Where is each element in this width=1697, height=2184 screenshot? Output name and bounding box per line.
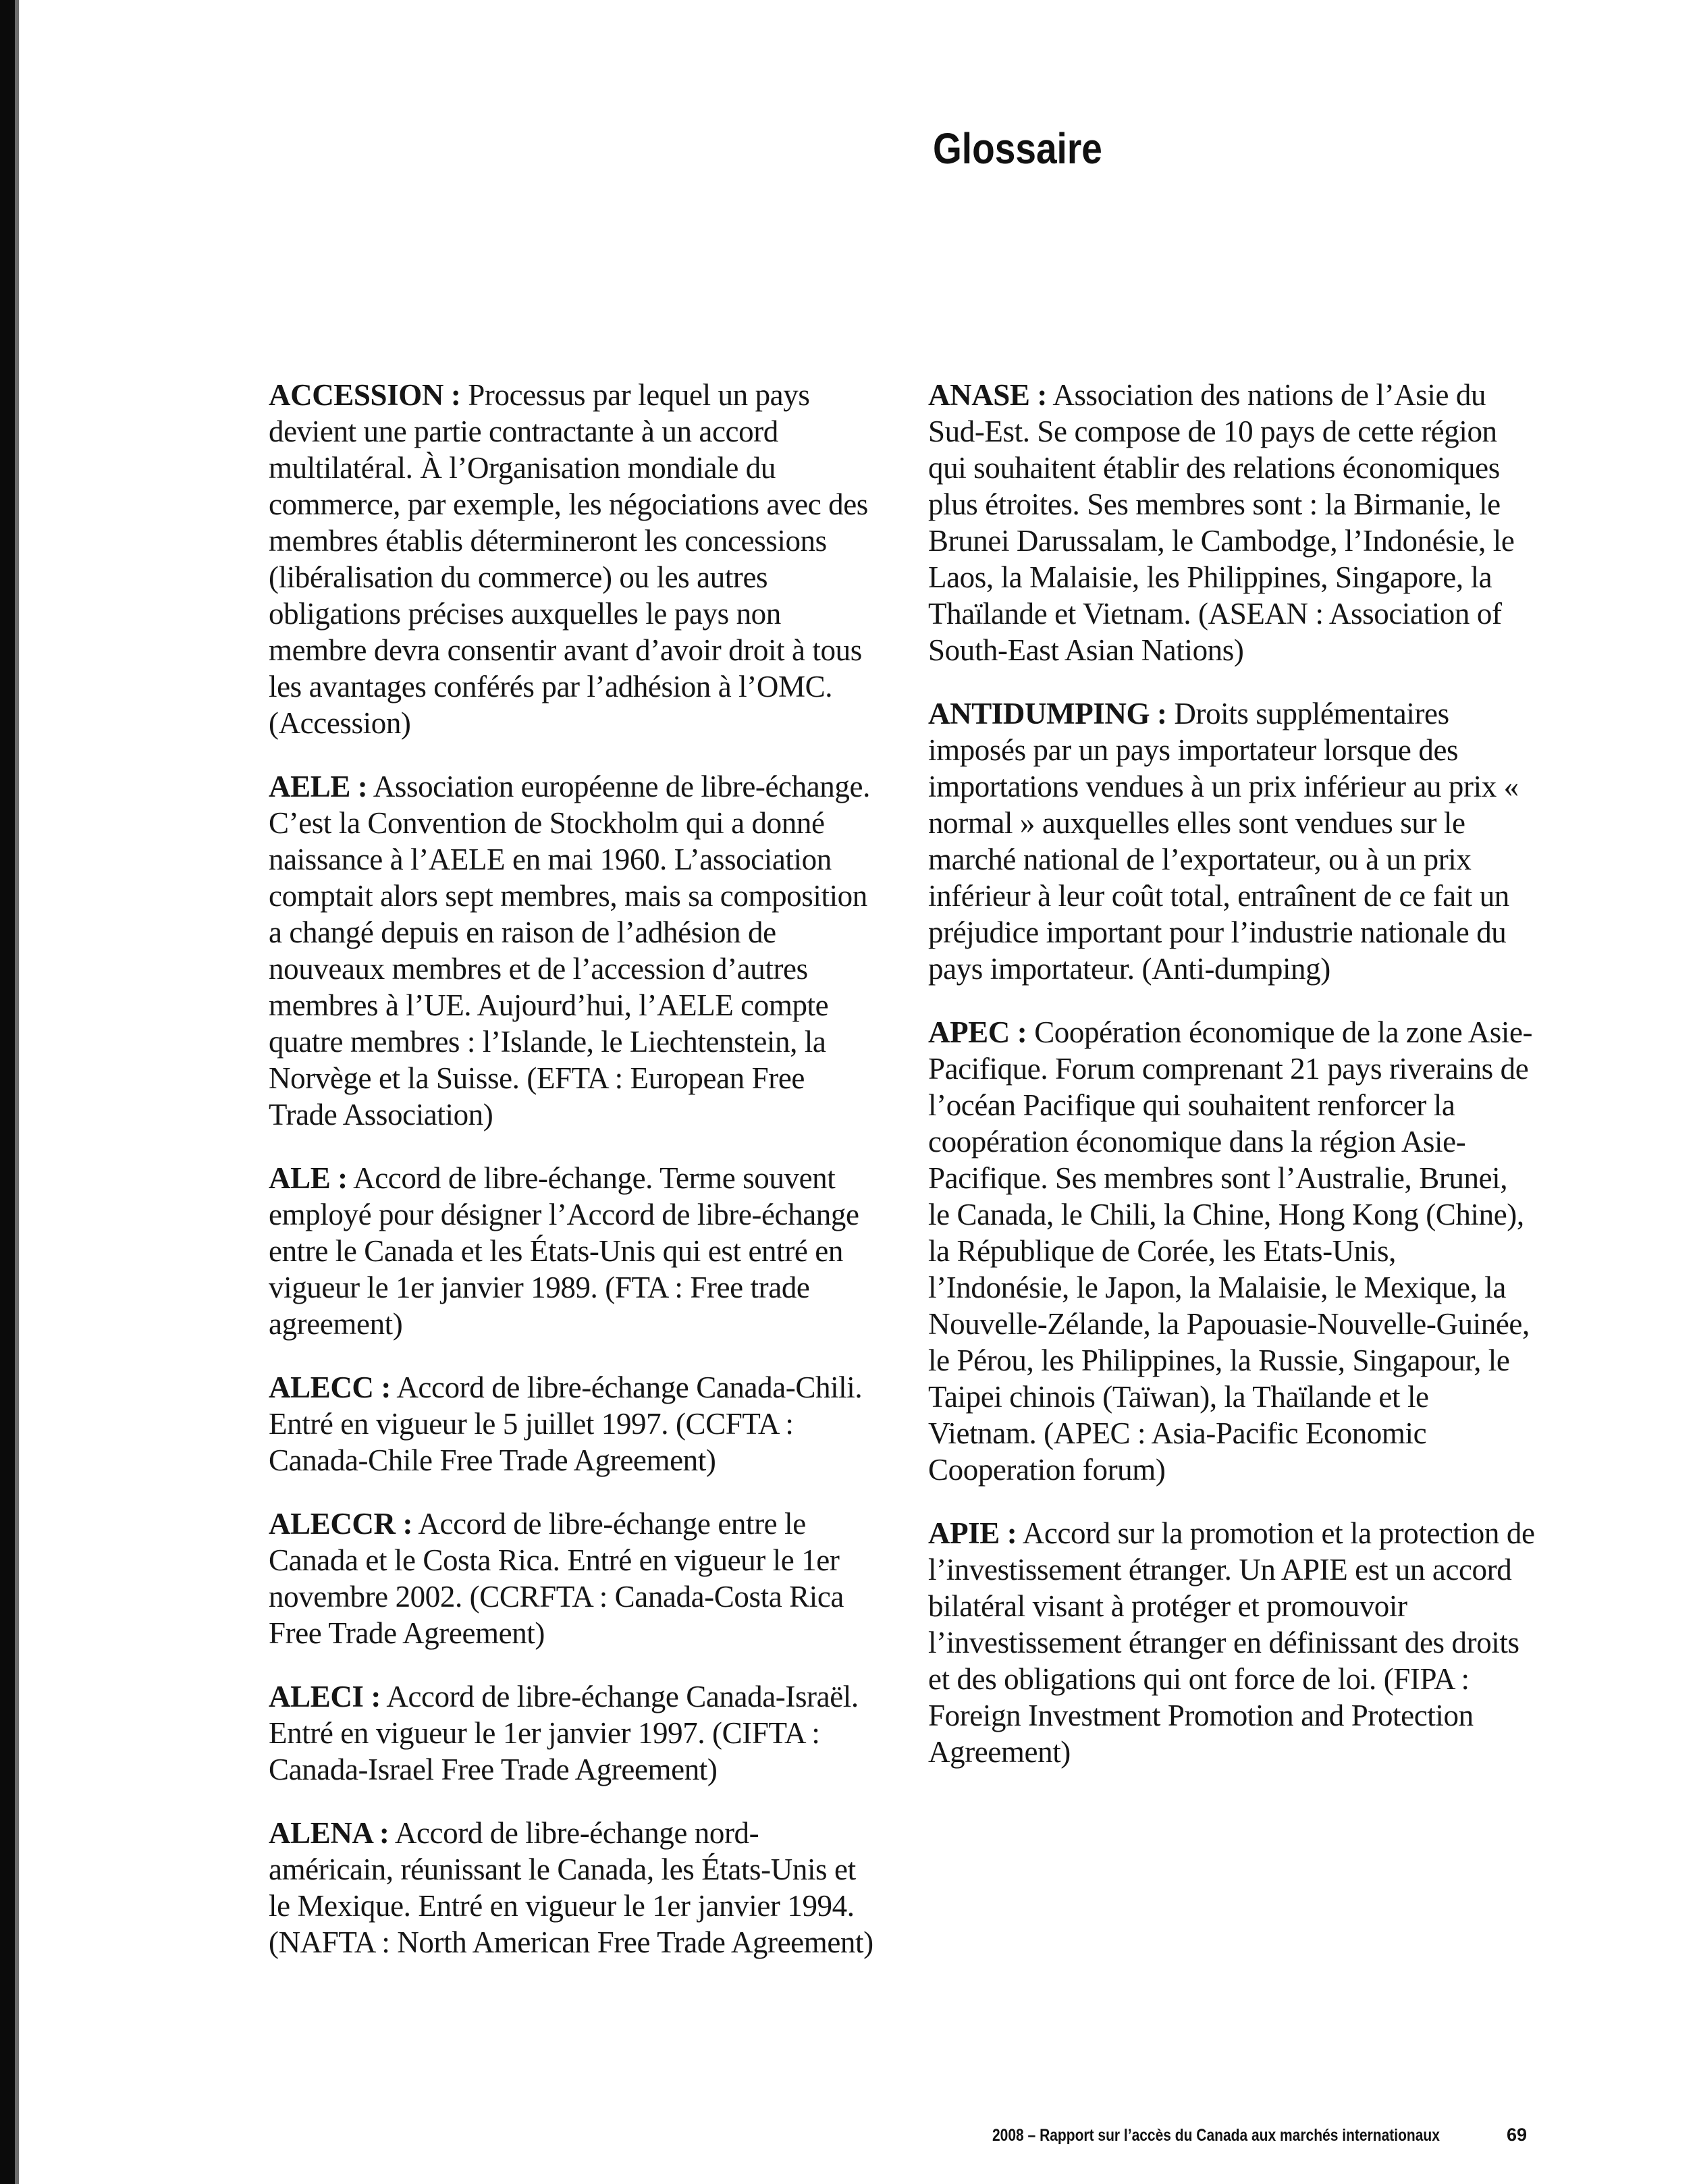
glossary-term: ALECC : bbox=[269, 1370, 391, 1404]
glossary-definition: Accord de libre-échange Canada-Israël. Entré en vigueur le 1er janvier 1997. (CIFTA : Canada-Israel Free Trade Agreement) bbox=[269, 1680, 859, 1786]
glossary-term: ACCESSION : bbox=[269, 378, 461, 412]
glossary-entry-apec bbox=[928, 1014, 1536, 1488]
glossary-definition: Processus par lequel un pays devient une partie contractante à un accord multilatéral. À l’Organisation mondiale du commerce, par exemple, les négociations avec des membres établis détermineront les concessions (libéralisation du commerce) ou les autres obligations précises auxquelles le pays non membre devra consentir avant d’avoir droit à tous les avantages conférés par l’adhésion à l’OMC. (Accession) bbox=[269, 378, 868, 740]
glossary-definition: Droits supplémentaires imposés par un pays importateur lorsque des importations vendues à un prix inférieur au prix « normal » auxquelles elles sont vendues sur le marché national de l’exportateur, ou à un prix inférieur à leur coût total, entraînent de ce fait un préjudice important pour l’industrie nationale du pays importateur. (Anti-dumping) bbox=[928, 697, 1519, 986]
glossary-term: ALE : bbox=[269, 1161, 348, 1195]
glossary-entry-antidumping bbox=[928, 695, 1536, 987]
glossary-term: ANTIDUMPING : bbox=[928, 697, 1167, 730]
glossary-term: ALECCR : bbox=[269, 1507, 413, 1541]
glossary-definition: Accord de libre-échange entre le Canada et le Costa Rica. Entré en vigueur le 1er novembre 2002. (CCRFTA : Canada-Costa Rica Free Trade Agreement) bbox=[269, 1507, 844, 1650]
glossary-term: ALENA : bbox=[269, 1816, 389, 1850]
glossary-definition: Accord de libre-échange nord-américain, réunissant le Canada, les États-Unis et le Mexique. Entré en vigueur le 1er janvier 1994. (NAFTA : North American Free Trade Agreement) bbox=[269, 1816, 873, 1959]
glossary-entry-aleci bbox=[269, 1678, 876, 1788]
glossary-entry-aleccr bbox=[269, 1506, 876, 1651]
glossary-entry-apie bbox=[928, 1515, 1536, 1770]
glossary-term: ANASE : bbox=[928, 378, 1047, 412]
glossary-term: AELE : bbox=[269, 770, 368, 803]
glossary-entry-alecc bbox=[269, 1369, 876, 1479]
glossary-definition: Accord de libre-échange. Terme souvent employé pour désigner l’Accord de libre-échange entre le Canada et les États-Unis qui est entré en vigueur le 1er janvier 1989. (FTA : Free trade agreement) bbox=[269, 1161, 859, 1341]
glossary-right-column bbox=[928, 377, 1536, 1797]
glossary-definition: Accord de libre-échange Canada-Chili. Entré en vigueur le 5 juillet 1997. (CCFTA : Canada-Chile Free Trade Agreement) bbox=[269, 1370, 863, 1477]
glossary-entry-accession bbox=[269, 377, 876, 741]
glossary-term: ALECI : bbox=[269, 1680, 381, 1713]
glossary-definition: Coopération économique de la zone Asie-Pacifique. Forum comprenant 21 pays riverains de l’océan Pacifique qui souhaitent renforcer la coopération économique dans la région Asie-Pacifique. Ses membres sont l’Australie, Brunei, le Canada, le Chili, la Chine, Hong Kong (Chine), la République de Corée, les Etats-Unis, l’Indonésie, le Japon, la Malaisie, le Mexique, la Nouvelle-Zélande, la Papouasie-Nouvelle-Guinée, le Pérou, les Philippines, la Russie, Singapour, le Taipei chinois (Taïwan), la Thaïlande et le Vietnam. (APEC : Asia-Pacific Economic Cooperation forum) bbox=[928, 1015, 1533, 1487]
glossary-term: APEC : bbox=[928, 1015, 1027, 1049]
glossary-entry-aele bbox=[269, 768, 876, 1133]
glossary-left-column bbox=[269, 377, 876, 1988]
page-title: Glossaire bbox=[933, 124, 1102, 173]
scan-edge-shadow bbox=[15, 0, 19, 2184]
glossary-entry-alena bbox=[269, 1815, 876, 1961]
glossary-definition: Accord sur la promotion et la protection de l’investissement étranger. Un APIE est un accord bilatéral visant à protéger et promouvoir l’investissement étranger en définissant des droits et des obligations qui ont force de loi. (FIPA : Foreign Investment Promotion and Protection Agreement) bbox=[928, 1516, 1535, 1769]
glossary-definition: Association européenne de libre-échange. C’est la Convention de Stockholm qui a donné naissance à l’AELE en mai 1960. L’association comptait alors sept membres, mais sa composition a changé depuis en raison de l’adhésion de nouveaux membres et de l’accession d’autres membres à l’UE. Aujourd’hui, l’AELE compte quatre membres : l’Islande, le Liechtenstein, la Norvège et la Suisse. (EFTA : European Free Trade Association) bbox=[269, 770, 870, 1131]
page-number: 69 bbox=[1507, 2125, 1528, 2145]
glossary-entry-ale bbox=[269, 1160, 876, 1342]
glossary-definition: Association des nations de l’Asie du Sud-Est. Se compose de 10 pays de cette région qui souhaitent établir des relations économiques plus étroites. Ses membres sont : la Birmanie, le Brunei Darussalam, le Cambodge, l’Indonésie, le Laos, la Malaisie, les Philippines, Singapore, la Thaïlande et Vietnam. (ASEAN : Association of South-East Asian Nations) bbox=[928, 378, 1515, 667]
running-footer: 2008 – Rapport sur l’accès du Canada aux marchés internationaux bbox=[992, 2126, 1440, 2145]
scan-edge bbox=[0, 0, 15, 2184]
glossary-entry-anase bbox=[928, 377, 1536, 668]
glossary-term: APIE : bbox=[928, 1516, 1017, 1550]
